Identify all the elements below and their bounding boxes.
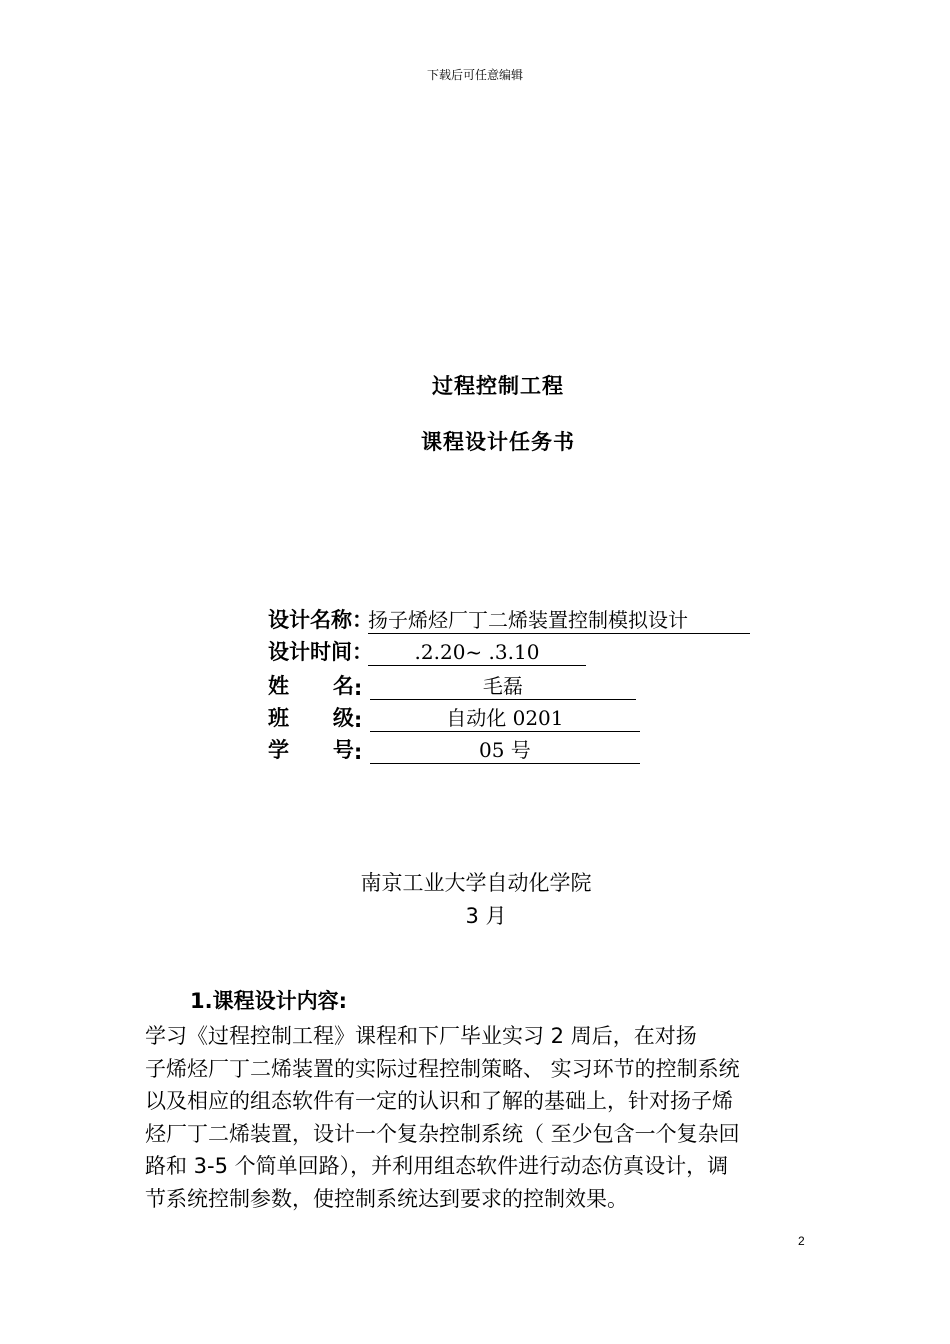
info-label: 学 号 bbox=[268, 738, 354, 762]
info-label: 设计名称 bbox=[268, 608, 352, 632]
info-colon: : bbox=[353, 676, 363, 700]
document-subtitle: 课程设计任务书 bbox=[421, 430, 575, 454]
info-label: 班 级 bbox=[268, 706, 354, 730]
info-row-design-name bbox=[268, 604, 750, 634]
document-title: 过程控制工程 bbox=[432, 374, 564, 398]
section-body bbox=[145, 1020, 807, 1215]
date-month: 3 月 bbox=[465, 904, 507, 928]
info-colon: ： bbox=[352, 640, 373, 664]
body-line: 学习《过程控制工程》课程和下厂毕业实习 2 周后，在对扬 bbox=[145, 1024, 697, 1048]
school-name: 南京工业大学自动化学院 bbox=[360, 871, 592, 895]
info-label: 设计时间 bbox=[268, 640, 352, 664]
section-heading: 1.课程设计内容: bbox=[190, 989, 347, 1013]
page-number: 2 bbox=[798, 1234, 805, 1248]
info-colon: ： bbox=[352, 608, 373, 632]
body-line: 以及相应的组态软件有一定的认识和了解的基础上，针对扬子烯 bbox=[145, 1089, 733, 1113]
info-row-student-id bbox=[268, 734, 640, 764]
info-value: 扬子烯烃厂丁二烯装置控制模拟设计 bbox=[368, 608, 750, 634]
body-line: 节系统控制参数，使控制系统达到要求的控制效果。 bbox=[145, 1186, 628, 1211]
info-colon: : bbox=[353, 740, 363, 764]
body-line: 子烯烃厂丁二烯装置的实际过程控制策略、 实习环节的控制系统 bbox=[145, 1056, 740, 1081]
info-row-name bbox=[268, 670, 636, 700]
info-value: .2.20~ .3.10 bbox=[368, 640, 586, 666]
header-note: 下载后可任意编辑 bbox=[426, 68, 523, 82]
info-row-design-time bbox=[268, 636, 586, 666]
info-value: 自动化 0201 bbox=[370, 706, 640, 732]
info-value: 05 号 bbox=[370, 738, 640, 764]
body-line: 烃厂丁二烯装置，设计一个复杂控制系统（ 至少包含一个复杂回 bbox=[145, 1121, 740, 1146]
info-colon: : bbox=[353, 708, 363, 732]
info-value: 毛磊 bbox=[370, 674, 636, 700]
info-row-class bbox=[268, 702, 640, 732]
info-label: 姓 名 bbox=[268, 674, 354, 698]
body-line: 路和 3-5 个简单回路），并利用组态软件进行动态仿真设计，调 bbox=[145, 1154, 729, 1178]
